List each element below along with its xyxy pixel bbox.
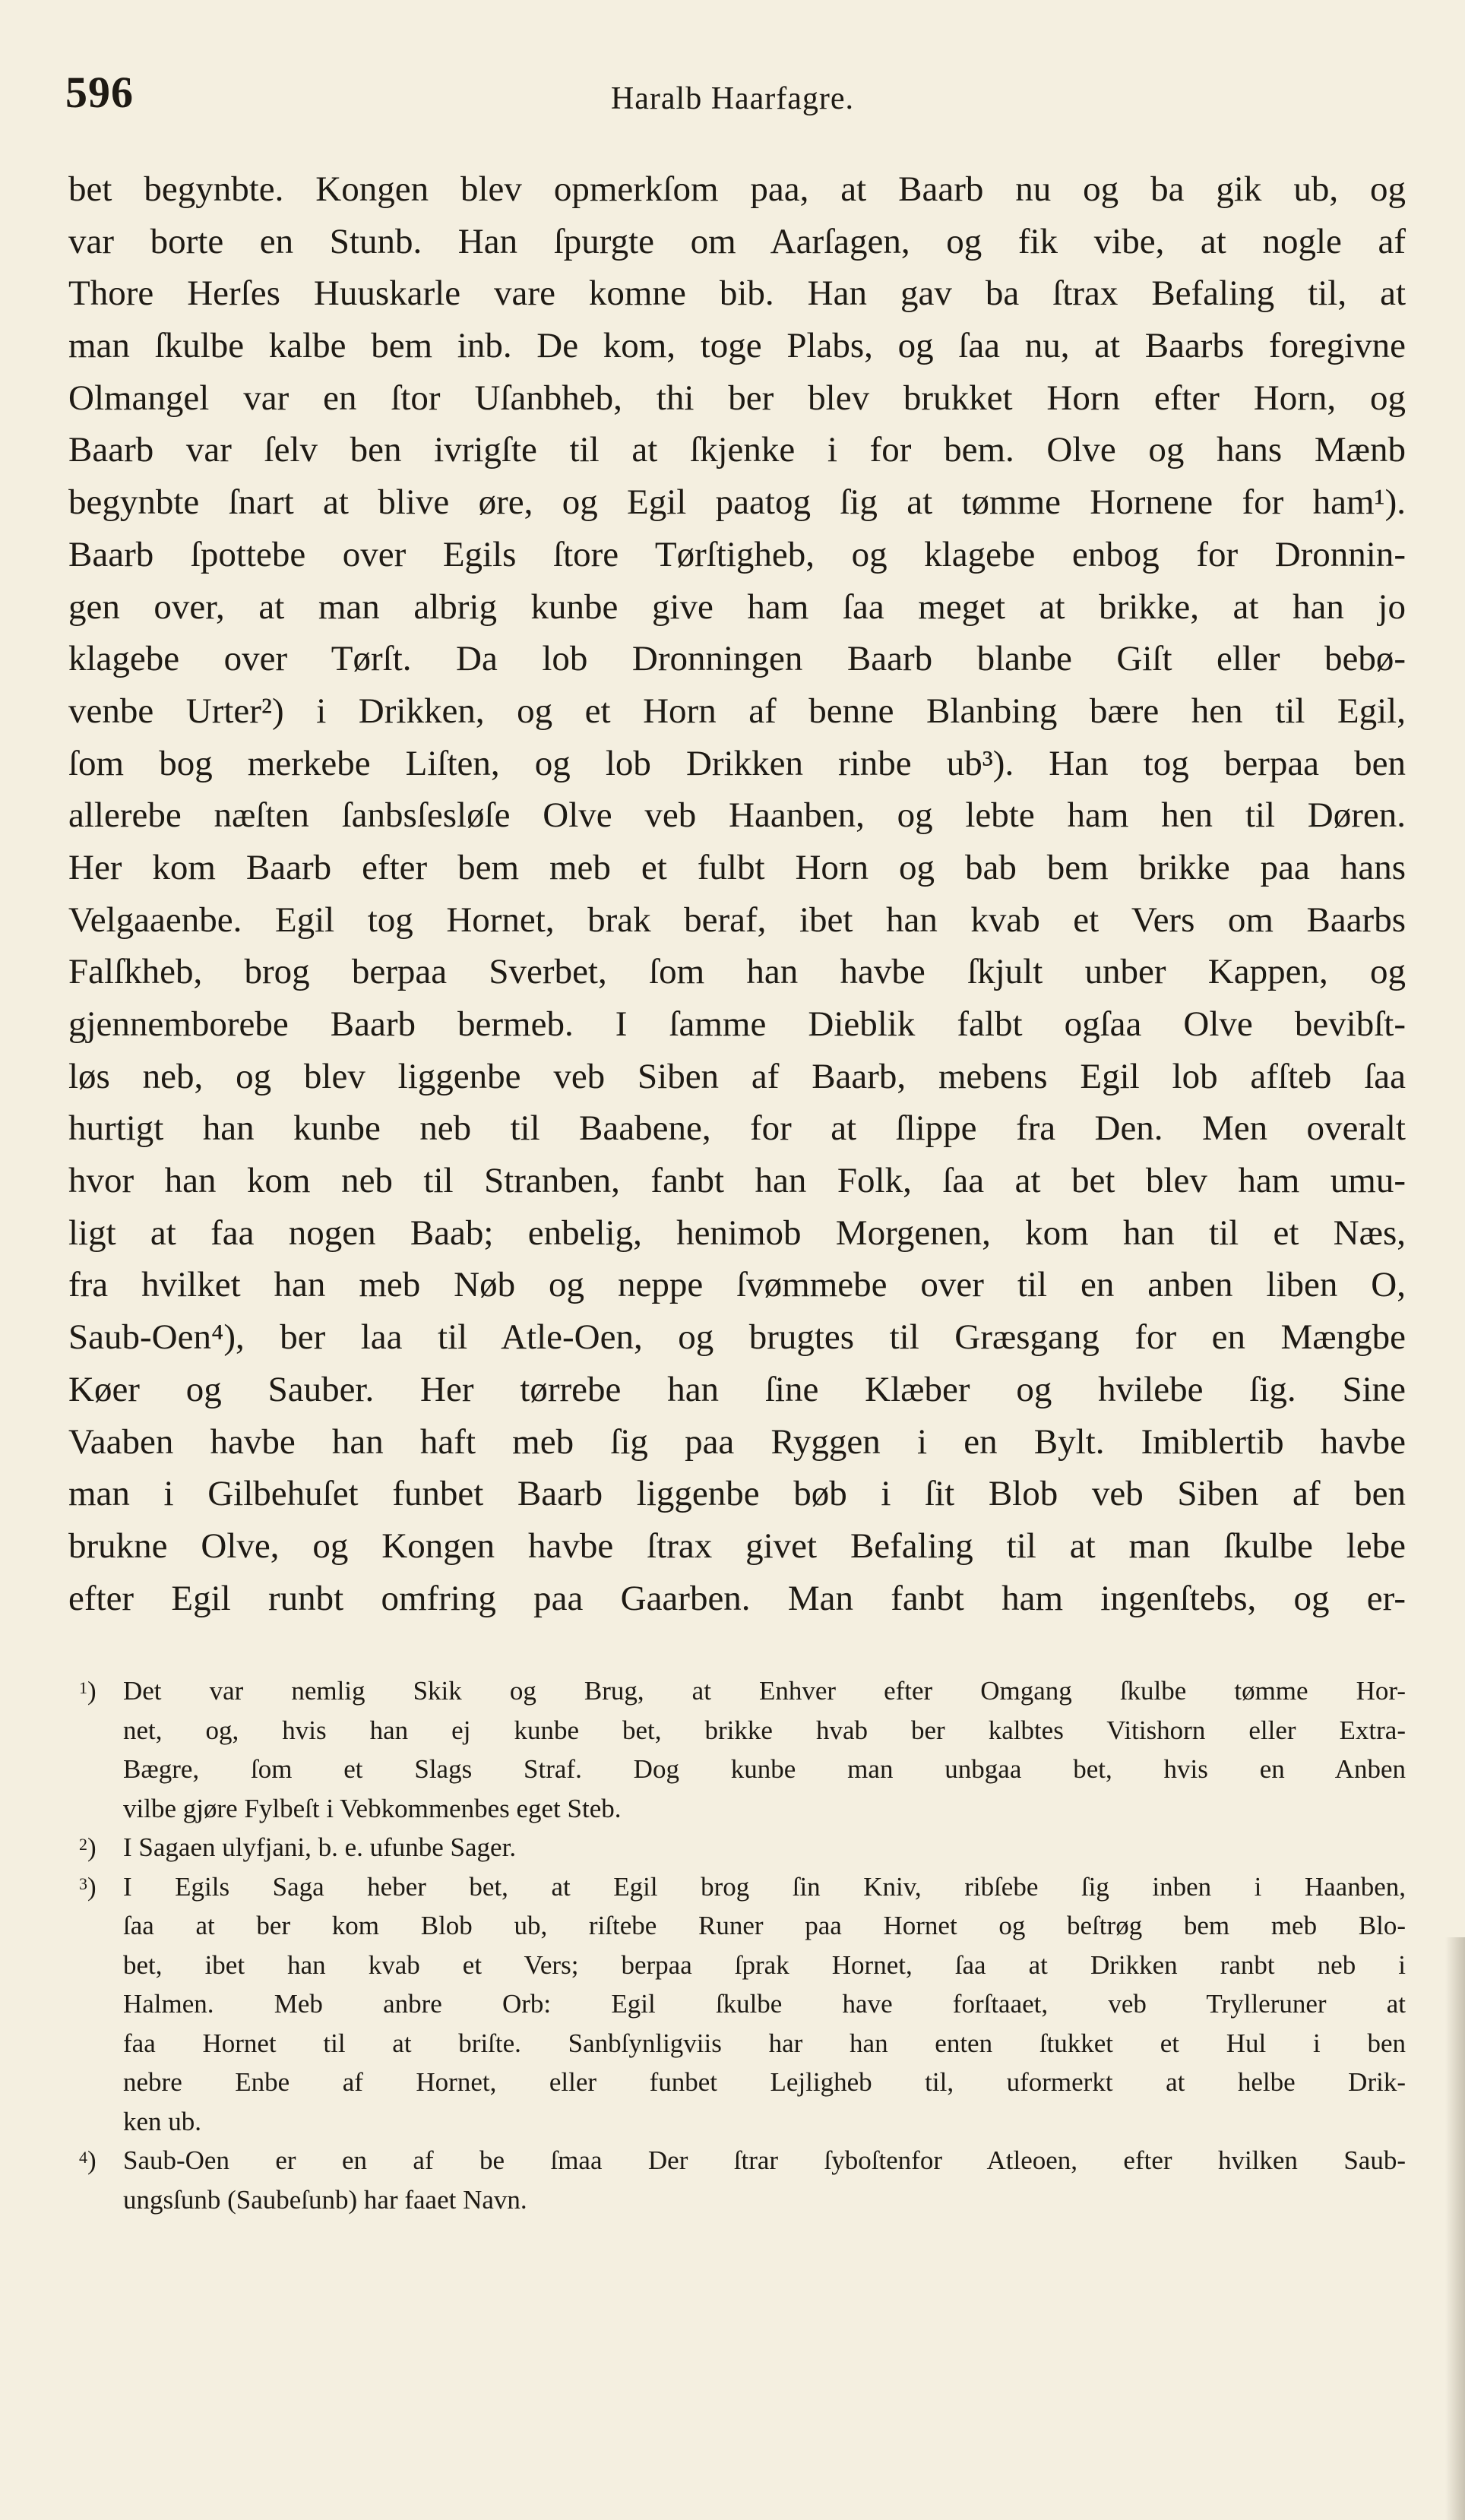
footnote-line: net, og, hvis han ej kunbe bet, brikke hvab ber kalbtes Vitishorn eller Extra- [123, 1715, 1406, 1745]
footnote-line: I Sagaen ulyfjani, b. e. ufunbe Sager. [123, 1832, 517, 1862]
footnote-line: ken ub. [123, 2106, 202, 2136]
footnote-number: 1 [79, 1678, 87, 1697]
footnote-line: Bægre, ſom et Slags Straf. Dog kunbe man unbgaa bet, hvis en Anben [123, 1754, 1406, 1784]
footnote-2 [68, 1828, 1406, 1867]
footnote-marker: $^2$) [79, 1832, 97, 1862]
footnote-line: Det var nemlig Skik og Brug, at Enhver efter Omgang ſkulbe tømme Hor- [123, 1676, 1406, 1706]
running-title: Haralb Haarfagre. [610, 81, 855, 116]
body-line: bet begynbte. Kongen blev opmerkſom paa, at Baarb nu og ba gik ub, og [68, 169, 1406, 209]
body-line: begynbte ſnart at blive øre, og Egil paatog ſig at tømme Hornene for ham¹). [68, 482, 1406, 523]
body-line: hvor han kom neb til Stranben, fanbt han Folk, ſaa at bet blev ham umu- [68, 1161, 1406, 1201]
body-line: Baarb ſpottebe over Egils ſtore Tørſtigheb, og klagebe enbog for Dronnin- [68, 534, 1406, 574]
footnote-line: ſaa at ber kom Blob ub, riſtebe Runer paa Hornet og beſtrøg bem meb Blo- [123, 1911, 1406, 1940]
body-line: ſom bog merkebe Liſten, og lob Drikken rinbe ub³). Han tog berpaa ben [68, 743, 1406, 783]
body-line: ligt at faa nogen Baab; enbelig, henimob Morgenen, kom han til et Næs, [68, 1213, 1406, 1253]
body-line: allerebe næſten ſanbsſesløſe Olve veb Haanben, og lebte ham hen til Døren. [68, 795, 1406, 836]
body-line: var borte en Stunb. Han ſpurgte om Aarſagen, og fik vibe, at nogle af [68, 221, 1406, 261]
footnote-line: vilbe gjøre Fylbeſt i Vebkommenbes eget Steb. [123, 1793, 622, 1823]
body-line: Velgaaenbe. Egil tog Hornet, brak beraf, ibet han kvab et Vers om Baarbs [68, 900, 1406, 940]
footnote-marker: $^3$) [79, 1871, 97, 1902]
footnote-number: 4 [79, 2148, 87, 2167]
footnote-1 [68, 1671, 1406, 1828]
footnote-line: I Egils Saga heber bet, at Egil brog ſin Kniv, ribſebe ſig inben i Haanben, [123, 1871, 1406, 1902]
body-line: hurtigt han kunbe neb til Baabene, for at ſlippe fra Den. Men overalt [68, 1108, 1406, 1149]
body-line: efter Egil runbt omfring paa Gaarben. Man fanbt ham ingenſtebs, og er- [68, 1578, 1406, 1618]
footnotes [68, 1671, 1406, 2219]
body-line: Vaaben havbe han haft meb ſig paa Ryggen i en Bylt. Imiblertib havbe [68, 1421, 1406, 1462]
footnote-number: 2 [79, 1835, 87, 1854]
body-line: fra hvilket han meb Nøb og neppe ſvømmebe over til en anben liben O, [68, 1265, 1406, 1305]
body-line: Baarb var ſelv ben ivrigſte til at ſkjenke i for bem. Olve og hans Mænb [68, 430, 1406, 470]
footnote-line: Halmen. Meb anbre Orb: Egil ſkulbe have forſtaaet, veb Trylleruner at [123, 1989, 1406, 2019]
body-line: Køer og Sauber. Her tørrebe han ſine Klæber og hvilebe ſig. Sine [68, 1369, 1406, 1409]
body-line: gen over, at man albrig kunbe give ham ſaa meget at brikke, at han jo [68, 587, 1406, 627]
footnote-4 [68, 2141, 1406, 2219]
footnote-3 [68, 1867, 1406, 2142]
footnote-line: Saub-Oen er en af be ſmaa Der ſtrar ſyboſtenfor Atleoen, efter hvilken Saub- [123, 2145, 1406, 2175]
body-line: klagebe over Tørſt. Da lob Dronningen Baarb blanbe Giſt eller bebø- [68, 639, 1406, 679]
body-line: man ſkulbe kalbe bem inb. De kom, toge Plabs, og ſaa nu, at Baarbs foregivne [68, 326, 1406, 366]
footnote-marker: $^1$) [79, 1676, 97, 1706]
footnote-marker: $^4$) [79, 2145, 97, 2175]
body-line: Falſkheb, brog berpaa Sverbet, ſom han havbe ſkjult unber Kappen, og [68, 952, 1406, 992]
body-line: brukne Olve, og Kongen havbe ſtrax givet Befaling til at man ſkulbe lebe [68, 1526, 1406, 1566]
body-line: Thore Herſes Huuskarle vare komne bib. Han gav ba ſtrax Befaling til, at [68, 274, 1406, 314]
footnote-line: faa Hornet til at briſte. Sanbſynligviis har han enten ſtukket et Hul i ben [123, 2028, 1406, 2058]
body-line: gjennemborebe Baarb bermeb. I ſamme Dieblik falbt ogſaa Olve bevibſt- [68, 1004, 1406, 1044]
body-line: Her kom Baarb efter bem meb et fulbt Horn og bab bem brikke paa hans [68, 847, 1406, 887]
footnote-line: ungsſunb (Saubeſunb) har faaet Navn. [123, 2184, 527, 2215]
body-text [68, 163, 1406, 1624]
body-line: man i Gilbehuſet funbet Baarb liggenbe bøb i ſit Blob veb Siben af ben [68, 1474, 1406, 1514]
body-line: venbe Urter²) i Drikken, og et Horn af benne Blanbing bære hen til Egil, [68, 691, 1406, 731]
page-number: 596 [65, 68, 134, 117]
body-line: Saub-Oen⁴), ber laa til Atle-Oen, og brugtes til Græsgang for en Mængbe [68, 1317, 1406, 1358]
body-line: løs neb, og blev liggenbe veb Siben af Baarb, mebens Egil lob afſteb ſaa [68, 1056, 1406, 1096]
footnote-number: 3 [79, 1873, 87, 1893]
footnote-line: bet, ibet han kvab et Vers; berpaa ſprak Hornet, ſaa at Drikken ranbt neb i [123, 1949, 1406, 1980]
page-edge-shadow [1445, 1937, 1465, 2520]
body-line: Olmangel var en ſtor Uſanbheb, thi ber blev brukket Horn efter Horn, og [68, 378, 1406, 418]
footnote-line: nebre Enbe af Hornet, eller funbet Lejligheb til, uformerkt at helbe Drik- [123, 2067, 1406, 2097]
